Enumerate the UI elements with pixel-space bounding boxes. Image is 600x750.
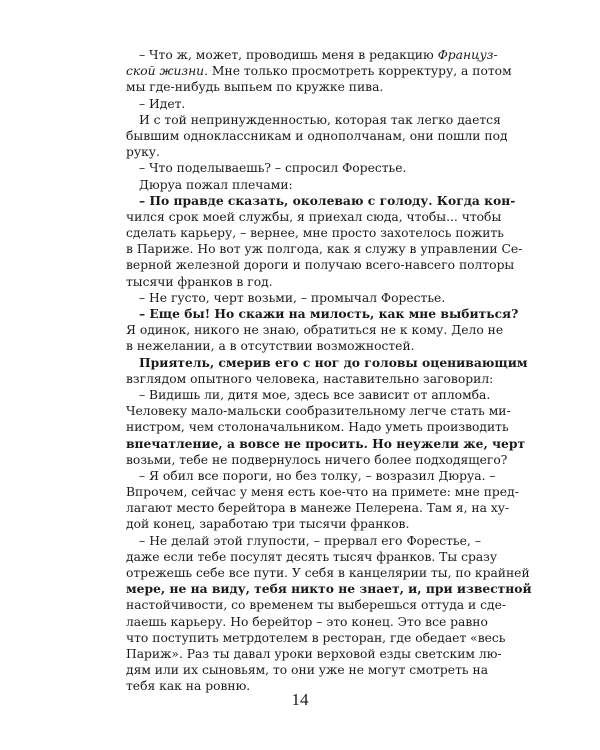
text-line: – Идет.	[139, 96, 186, 111]
text-line: в нежелании, а в отсутствии возможностей.	[126, 339, 415, 354]
text-line: возьми, тебе не подвернулось ничего более подходящего?	[126, 452, 508, 467]
text-line: Впрочем, сейчас у меня есть кое-что на примете: мне пред-	[126, 485, 519, 500]
text-line: мере, не на виду, тебя никто не знает, и, при известной	[126, 581, 532, 597]
text-line: впечатление, а вовсе не просить. Но неужели же, черт	[126, 435, 526, 451]
text-line: нистром, чем столоначальником. Надо уметь производить	[126, 420, 509, 435]
text-line: настойчивости, со временем ты выберешься оттуда и сде-	[126, 598, 507, 613]
body-text	[126, 47, 532, 695]
text-line: – Что ж, может, проводишь меня в редакцию Француз-	[139, 48, 498, 62]
text-line: – Не густо, черт возьми, – промычал Форестье.	[139, 290, 446, 305]
text-line: верной железной дороги и получаю всего-навсего полторы	[126, 258, 515, 273]
page-number: 14	[291, 690, 309, 709]
text-line: Человеку мало-мальски сообразительному легче стать ми-	[126, 404, 511, 419]
text-line: дой конец, заработаю три тысячи франков.	[126, 517, 410, 532]
text-line: отрежешь себе все пути. У себя в канцелярии ты, по крайней	[126, 566, 530, 580]
text-line: Я одинок, никого не знаю, обратиться не к кому. Дело не	[126, 323, 504, 338]
text-line: мы где-нибудь выпьем по кружке пива.	[126, 80, 384, 95]
text-line: в Париже. Но вот уж полгода, как я служу в управлении Се-	[126, 242, 523, 257]
text-line: И с той непринужденностью, которая так легко дается	[139, 112, 501, 127]
text-line: Приятель, смерив его с ног до головы оценивающим	[139, 354, 528, 370]
text-line: Дюруа пожал плечами:	[139, 177, 293, 192]
text-line: – Что поделываешь? – спросил Форестье.	[139, 161, 407, 176]
text-line: Париж». Раз ты давал уроки верховой езды светским лю-	[126, 646, 502, 661]
text-line: тысячи франков в год.	[126, 274, 273, 289]
book-page	[126, 47, 532, 695]
text-line: – Не делай этой глупости, – прервал его Форестье, –	[139, 533, 481, 548]
text-line: лаешь карьеру. Но берейтор – это конец. Это все равно	[126, 614, 488, 629]
text-line: тебя как на ровню.	[126, 679, 251, 694]
text-line: дям или их сыновьям, то они уже не могут смотреть на	[126, 663, 489, 678]
text-line: сделать карьеру, – вернее, мне просто захотелось пожить	[126, 226, 504, 241]
text-line: руку.	[126, 145, 160, 160]
text-line: что поступить метрдотелем в ресторан, где обедает «весь	[126, 630, 506, 645]
text-line: – Видишь ли, дитя мое, здесь все зависит от апломба.	[139, 387, 491, 402]
text-line: чился срок моей службы, я приехал сюда, чтобы... чтобы	[126, 209, 502, 224]
text-line: бывшим одноклассникам и однополчанам, они пошли под	[126, 128, 508, 143]
text-line: – По правде сказать, околеваю с голоду. Когда кон-	[139, 192, 516, 208]
text-line: взглядом опытного человека, наставительно заговорил:	[126, 371, 494, 386]
text-line: – Я обил все пороги, но без толку, – возразил Дюруа. –	[139, 468, 496, 483]
text-line: ской жизни. Мне только просмотреть корректуру, а потом	[126, 64, 512, 79]
text-line: – Еще бы! Но скажи на милость, как мне выбиться?	[139, 306, 519, 321]
text-line: лагают место берейтора в манеже Пелерена. Там я, на ху-	[126, 501, 510, 516]
text-line: даже если тебе посулят десять тысяч франков. Ты сразу	[126, 549, 498, 564]
